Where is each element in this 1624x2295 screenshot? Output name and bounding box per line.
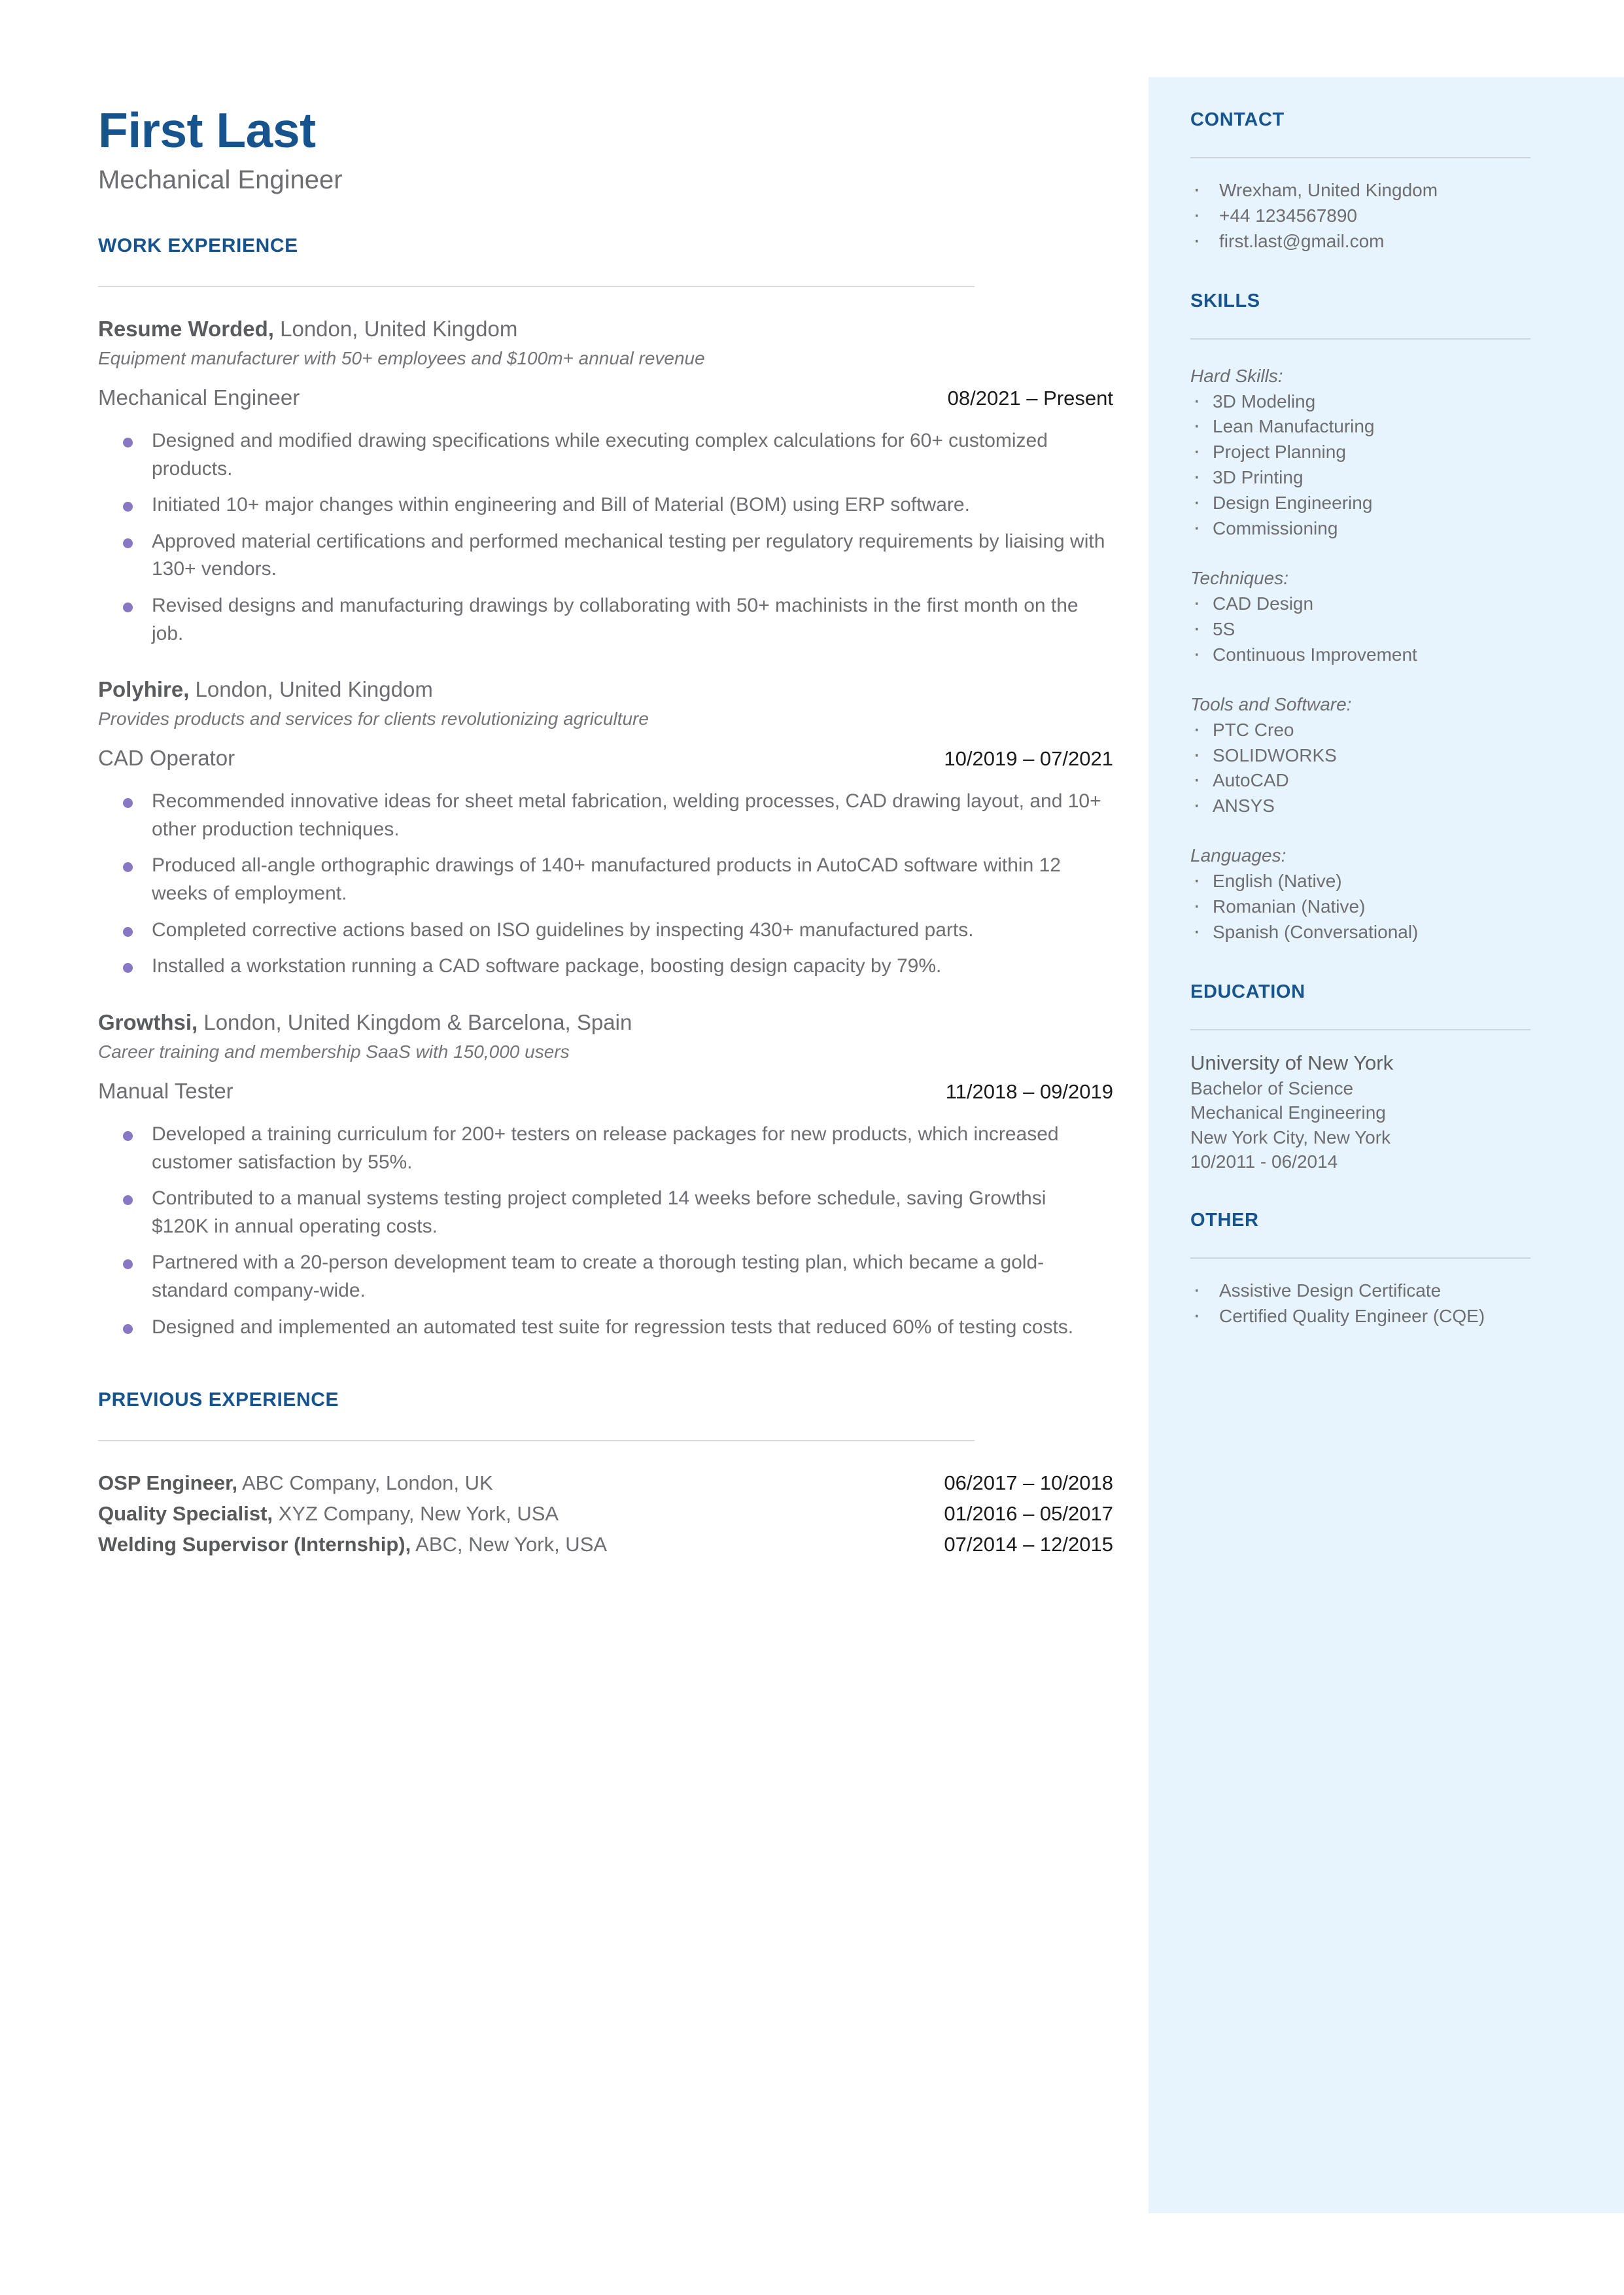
- job-bullet: Approved material certifications and performed mechanical testing per regulatory requirements by liaising with 130+ vendors.: [98, 528, 1107, 584]
- candidate-name: First Last: [98, 103, 316, 158]
- job-description: Provides products and services for clients revolutionizing agriculture: [98, 709, 649, 729]
- skills-group-techniques: [1190, 567, 1530, 668]
- job-bullet: Initiated 10+ major changes within engineering and Bill of Material (BOM) using ERP software.: [98, 491, 1107, 519]
- job-bullet-list: [98, 1121, 1113, 1341]
- job-role-title: Manual Tester: [98, 1079, 233, 1104]
- job-company: Polyhire,: [98, 677, 190, 702]
- contact-list: [1190, 178, 1530, 254]
- previous-role-row: [98, 1532, 1113, 1558]
- skills-group-label: Languages:: [1190, 845, 1287, 866]
- skills-group-label: Techniques:: [1190, 567, 1288, 588]
- job-bullet: Produced all-angle orthographic drawings of 140+ manufactured products in AutoCAD software within 12 weeks of employment.: [98, 852, 1107, 907]
- job-bullet: Recommended innovative ideas for sheet metal fabrication, welding processes, CAD drawing layout, and 10+ other production techniques.: [98, 788, 1107, 843]
- job-entry: [98, 676, 1113, 981]
- previous-experience-list: [98, 1470, 1113, 1558]
- education-field: Mechanical Engineering: [1190, 1102, 1386, 1123]
- previous-role-row: [98, 1501, 1113, 1528]
- other-list: [1190, 1278, 1530, 1329]
- sidebar-section-contact: [1190, 110, 1530, 254]
- job-bullet: Installed a workstation running a CAD software package, boosting design capacity by 79%.: [98, 953, 1107, 981]
- job-role-dates: 08/2021 – Present: [947, 387, 1113, 410]
- skills-list-tools: [1190, 718, 1530, 820]
- skills-group-tools: [1190, 693, 1530, 820]
- job-company-line: [98, 316, 1113, 342]
- previous-role-detail: ABC, New York, USA: [411, 1533, 608, 1556]
- skill-item: · Continuous Improvement: [1190, 642, 1530, 668]
- skills-group-languages: [1190, 844, 1530, 945]
- job-company: Growthsi,: [98, 1009, 198, 1034]
- skill-item: · ANSYS: [1190, 794, 1530, 819]
- education-dates: 10/2011 - 06/2014: [1190, 1151, 1338, 1172]
- work-experience-heading: WORK EXPERIENCE: [98, 234, 298, 256]
- previous-experience-heading: PREVIOUS EXPERIENCE: [98, 1389, 339, 1411]
- job-company-line: [98, 676, 1113, 703]
- job-bullet: Completed corrective actions based on ISO guidelines by inspecting 430+ manufactured parts.: [98, 917, 1107, 945]
- sidebar-section-skills: [1190, 291, 1530, 945]
- job-bullet: Revised designs and manufacturing drawings by collaborating with 50+ machinists in the first month on the job.: [98, 592, 1107, 648]
- job-role-row: [98, 1079, 1113, 1104]
- skill-item: · Design Engineering: [1190, 491, 1530, 516]
- sidebar-panel: [1149, 77, 1624, 2213]
- sidebar-content: [1190, 110, 1530, 1336]
- skill-item: · SOLIDWORKS: [1190, 743, 1530, 769]
- previous-role-title: Quality Specialist,: [98, 1502, 273, 1526]
- skills-list-techniques: [1190, 591, 1530, 668]
- job-bullet-list: [98, 788, 1113, 981]
- skill-item: · 5S: [1190, 617, 1530, 642]
- job-location: London, United Kingdom: [273, 316, 518, 341]
- previous-role-dates: 01/2016 – 05/2017: [944, 1502, 1113, 1526]
- skills-heading: SKILLS: [1190, 290, 1260, 311]
- skill-item: · PTC Creo: [1190, 718, 1530, 743]
- job-role-row: [98, 385, 1113, 410]
- previous-role-detail: XYZ Company, New York, USA: [273, 1502, 559, 1526]
- skill-item: · 3D Printing: [1190, 465, 1530, 491]
- certification-item: · Certified Quality Engineer (CQE): [1190, 1304, 1530, 1329]
- skill-item: · 3D Modeling: [1190, 389, 1530, 415]
- certification-item: · Assistive Design Certificate: [1190, 1278, 1530, 1304]
- skills-divider: [1190, 338, 1530, 340]
- previous-role-text: [98, 1470, 493, 1497]
- main-column: [98, 105, 1113, 1562]
- job-bullet-list: [98, 427, 1113, 648]
- previous-role-row: [98, 1470, 1113, 1497]
- job-role-dates: 10/2019 – 07/2021: [944, 747, 1113, 771]
- language-item: · Romanian (Native): [1190, 894, 1530, 920]
- job-bullet: Designed and implemented an automated test suite for regression tests that reduced 60% of testing costs.: [98, 1314, 1107, 1342]
- job-description: Equipment manufacturer with 50+ employees and $100m+ annual revenue: [98, 348, 705, 368]
- job-bullet: Partnered with a 20-person development team to create a thorough testing plan, which became a gold-standard company-wide.: [98, 1249, 1107, 1305]
- job-role-title: Mechanical Engineer: [98, 385, 300, 410]
- education-heading: EDUCATION: [1190, 981, 1305, 1002]
- job-location: London, United Kingdom: [189, 677, 433, 702]
- job-company: Resume Worded,: [98, 316, 274, 341]
- job-location: London, United Kingdom & Barcelona, Spain: [198, 1009, 632, 1034]
- skills-list-languages: [1190, 869, 1530, 945]
- education-school: University of New York: [1190, 1051, 1394, 1074]
- skill-item: · AutoCAD: [1190, 768, 1530, 794]
- contact-heading: CONTACT: [1190, 109, 1285, 130]
- skills-list-hard: [1190, 389, 1530, 542]
- previous-experience-divider: [98, 1440, 975, 1441]
- work-experience-divider: [98, 286, 975, 287]
- previous-role-title: Welding Supervisor (Internship),: [98, 1533, 411, 1556]
- skill-item: · CAD Design: [1190, 591, 1530, 617]
- contact-item-phone[interactable]: · +44 1234567890: [1190, 203, 1530, 229]
- language-item: · English (Native): [1190, 869, 1530, 894]
- contact-item-location: · Wrexham, United Kingdom: [1190, 178, 1530, 203]
- job-entry: [98, 1009, 1113, 1341]
- job-bullet: Developed a training curriculum for 200+ testers on release packages for new products, which increased customer satisfaction by 55%.: [98, 1121, 1107, 1176]
- skill-item: · Lean Manufacturing: [1190, 414, 1530, 440]
- previous-role-detail: ABC Company, London, UK: [237, 1471, 493, 1495]
- previous-role-text: [98, 1501, 559, 1528]
- job-role-dates: 11/2018 – 09/2019: [945, 1080, 1113, 1104]
- other-heading: OTHER: [1190, 1210, 1259, 1231]
- job-role-title: CAD Operator: [98, 746, 235, 771]
- job-entry: [98, 316, 1113, 648]
- previous-role-dates: 06/2017 – 10/2018: [944, 1471, 1113, 1495]
- education-location: New York City, New York: [1190, 1127, 1391, 1148]
- previous-role-dates: 07/2014 – 12/2015: [944, 1533, 1113, 1556]
- education-degree: Bachelor of Science: [1190, 1078, 1354, 1099]
- job-description: Career training and membership SaaS with 150,000 users: [98, 1042, 570, 1062]
- skill-item: · Commissioning: [1190, 516, 1530, 542]
- candidate-title: Mechanical Engineer: [98, 165, 343, 194]
- job-bullet: Designed and modified drawing specifications while executing complex calculations for 60+ customized products.: [98, 427, 1107, 483]
- language-item: · Spanish (Conversational): [1190, 920, 1530, 945]
- sidebar-section-education: [1190, 982, 1530, 1174]
- skills-group-label: Tools and Software:: [1190, 693, 1352, 714]
- skills-group-hard: [1190, 364, 1530, 542]
- contact-item-email[interactable]: · first.last@gmail.com: [1190, 229, 1530, 254]
- previous-role-text: [98, 1532, 607, 1558]
- job-role-row: [98, 746, 1113, 771]
- sidebar-section-other: [1190, 1210, 1530, 1329]
- job-bullet: Contributed to a manual systems testing project completed 14 weeks before schedule, saving Growthsi $120K in annual operating costs.: [98, 1185, 1107, 1240]
- previous-role-title: OSP Engineer,: [98, 1471, 238, 1495]
- skills-group-label: Hard Skills:: [1190, 365, 1283, 386]
- skill-item: · Project Planning: [1190, 440, 1530, 465]
- job-company-line: [98, 1009, 1113, 1036]
